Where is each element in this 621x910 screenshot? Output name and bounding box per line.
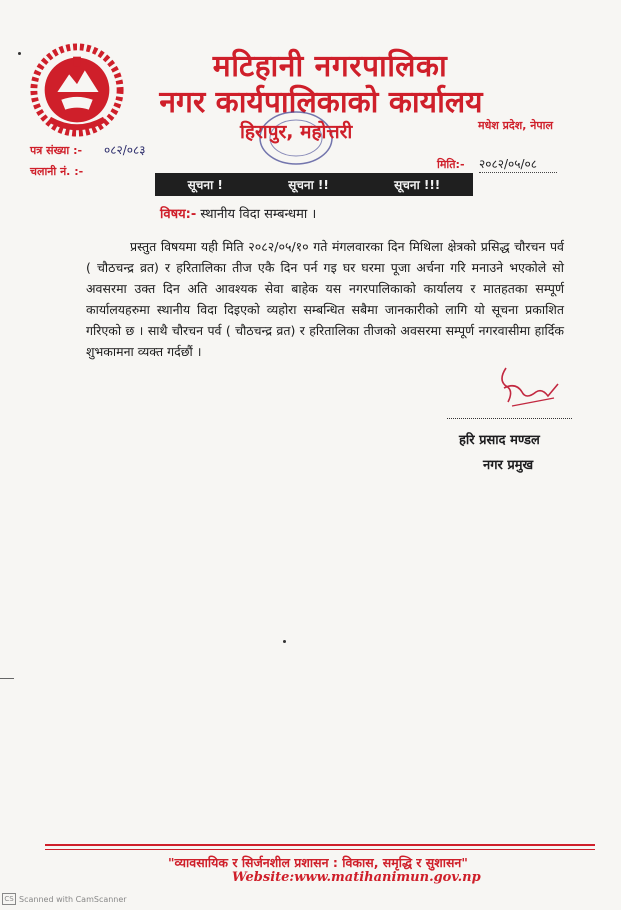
footer-rule bbox=[45, 844, 595, 846]
speck bbox=[283, 640, 286, 643]
footer-rule bbox=[45, 849, 595, 850]
notice-item: सूचना !!! bbox=[394, 178, 441, 192]
notice-item: सूचना !! bbox=[288, 178, 329, 192]
office-name: नगर कार्यपालिकाको कार्यालय bbox=[159, 85, 483, 120]
edge-mark bbox=[0, 678, 14, 679]
subject-text: स्थानीय विदा सम्बन्धमा । bbox=[200, 207, 317, 222]
scanner-text: Scanned with CamScanner bbox=[19, 894, 127, 904]
signatory-name: हरि प्रसाद मण्डल bbox=[459, 433, 540, 448]
subject-label: विषय:- bbox=[160, 207, 197, 222]
date-value: २०८२/०५/०८ bbox=[479, 155, 557, 173]
signature-line bbox=[447, 418, 572, 419]
reference-number-label: पत्र संख्या :- bbox=[30, 144, 83, 157]
signatory-title: नगर प्रमुख bbox=[483, 458, 534, 473]
notice-banner bbox=[155, 173, 473, 196]
scanner-watermark bbox=[2, 893, 127, 905]
office-address: हिरापुर, महोत्तरी bbox=[240, 121, 353, 143]
province-label: मधेश प्रदेश, नेपाल bbox=[478, 119, 553, 132]
dispatch-number-label: चलानी नं. :- bbox=[30, 165, 84, 178]
subject-line bbox=[160, 204, 316, 222]
notice-body: प्रस्तुत विषयमा यही मिति २०८२/०५/१० गते मंगलवारका दिन मिथिला क्षेत्रको प्रसिद्ध चौरचन पर्व ( चौठचन्द्र व्रत) र हरितालिका तीज एकै दिन पर्न गइ घर घरमा पूजा अर्चना गरि मनाउने भएकोले सो अवसरमा उक्त दिन अति आवश्यक सेवा बाहेक यस नगरपालिकाको कार्यालय र मातहतका सम्पूर्ण कार्यालयहरुमा स्थानीय विदा दिइएको व्यहोरा सम्बन्धित सबैमा जानकारीको लागि यो सूचना प्रकाशित गरिएको छ । साथै चौरचन पर्व ( चौठचन्द्र व्रत) र हरितालिका तीजको अवसरमा सम्पूर्ण नगरवासीमा हार्दिक शुभकामना व्यक्त गर्दछौं । bbox=[86, 239, 564, 359]
handwritten-signature bbox=[492, 362, 562, 414]
footer-motto: "व्यावसायिक र सिर्जनशील प्रशासन : विकास, समृद्धि र सुशासन" bbox=[168, 855, 468, 870]
reference-number-value: ०८२/०८३ bbox=[104, 143, 146, 157]
notice-item: सूचना ! bbox=[187, 178, 223, 192]
municipality-name: मटिहानी नगरपालिका bbox=[212, 49, 448, 84]
date-label: मिति:- bbox=[437, 158, 465, 171]
footer-website: Website:www.matihanimun.gov.np bbox=[232, 870, 481, 885]
camscanner-icon: CS bbox=[2, 893, 16, 905]
speck bbox=[18, 52, 21, 55]
nepal-emblem-icon bbox=[28, 40, 126, 140]
